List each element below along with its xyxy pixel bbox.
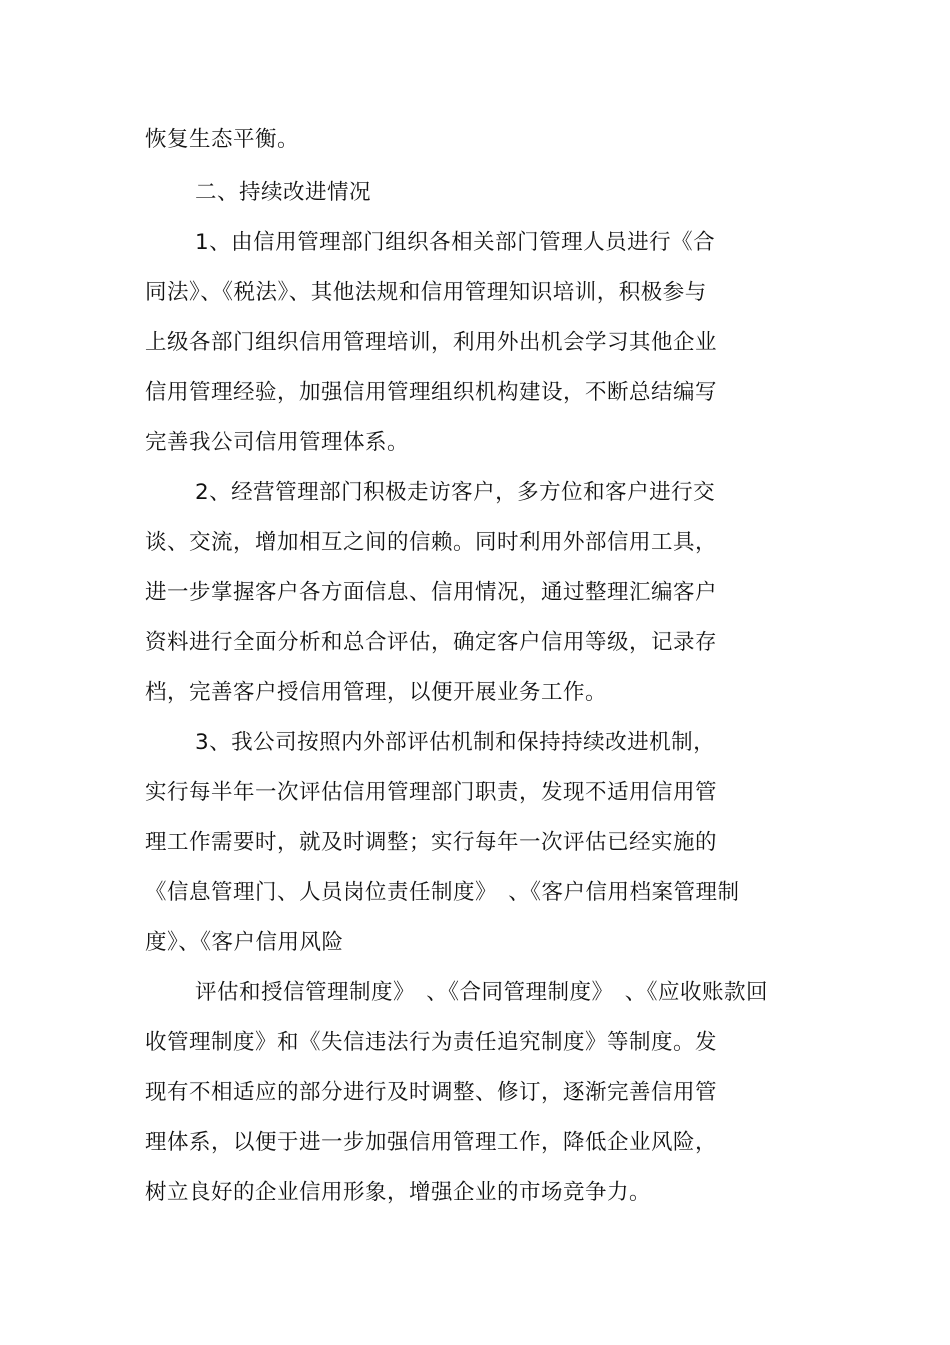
text-line: 收管理制度》和《失信违法行为责任追究制度》等制度。发 bbox=[145, 1030, 718, 1055]
text-line: 实行每半年一次评估信用管理部门职责，发现不适用信用管 bbox=[145, 780, 718, 805]
text-line: 度》、《客户信用风险 bbox=[145, 930, 344, 955]
text-line: 《信息管理门、人员岗位责任制度》 、《客户信用档案管理制 bbox=[145, 880, 740, 905]
text-line: 谈、交流，增加相互之间的信赖。同时利用外部信用工具， bbox=[145, 530, 718, 555]
text-line: 现有不相适应的部分进行及时调整、修订，逐渐完善信用管 bbox=[145, 1080, 718, 1105]
text-line: 信用管理经验，加强信用管理组织机构建设，不断总结编写 bbox=[145, 380, 718, 405]
text-line: 上级各部门组织信用管理培训，利用外出机会学习其他企业 bbox=[145, 330, 718, 355]
text-line: 理体系，以便于进一步加强信用管理工作，降低企业风险， bbox=[145, 1130, 718, 1155]
text-line: 1、由信用管理部门组织各相关部门管理人员进行《合 bbox=[195, 230, 716, 255]
text-line: 树立良好的企业信用形象，增强企业的市场竞争力。 bbox=[145, 1180, 652, 1205]
text-line: 理工作需要时，就及时调整；实行每年一次评估已经实施的 bbox=[145, 830, 718, 855]
text-line: 进一步掌握客户各方面信息、信用情况，通过整理汇编客户 bbox=[145, 580, 718, 605]
section-heading: 二、持续改进情况 bbox=[195, 180, 372, 205]
text-line: 2、经营管理部门积极走访客户，多方位和客户进行交 bbox=[195, 480, 716, 505]
text-line: 档，完善客户授信用管理，以便开展业务工作。 bbox=[145, 680, 608, 705]
text-line: 资料进行全面分析和总合评估，确定客户信用等级，记录存 bbox=[145, 630, 718, 655]
text-line: 完善我公司信用管理体系。 bbox=[145, 430, 410, 455]
text-line: 评估和授信管理制度》 、《合同管理制度》 、《应收账款回 bbox=[195, 980, 769, 1005]
text-line: 同法》、《税法》、其他法规和信用管理知识培训，积极参与 bbox=[145, 280, 707, 305]
text-line: 3、我公司按照内外部评估机制和保持持续改进机制， bbox=[195, 730, 716, 755]
text-line: 恢复生态平衡。 bbox=[145, 127, 300, 152]
